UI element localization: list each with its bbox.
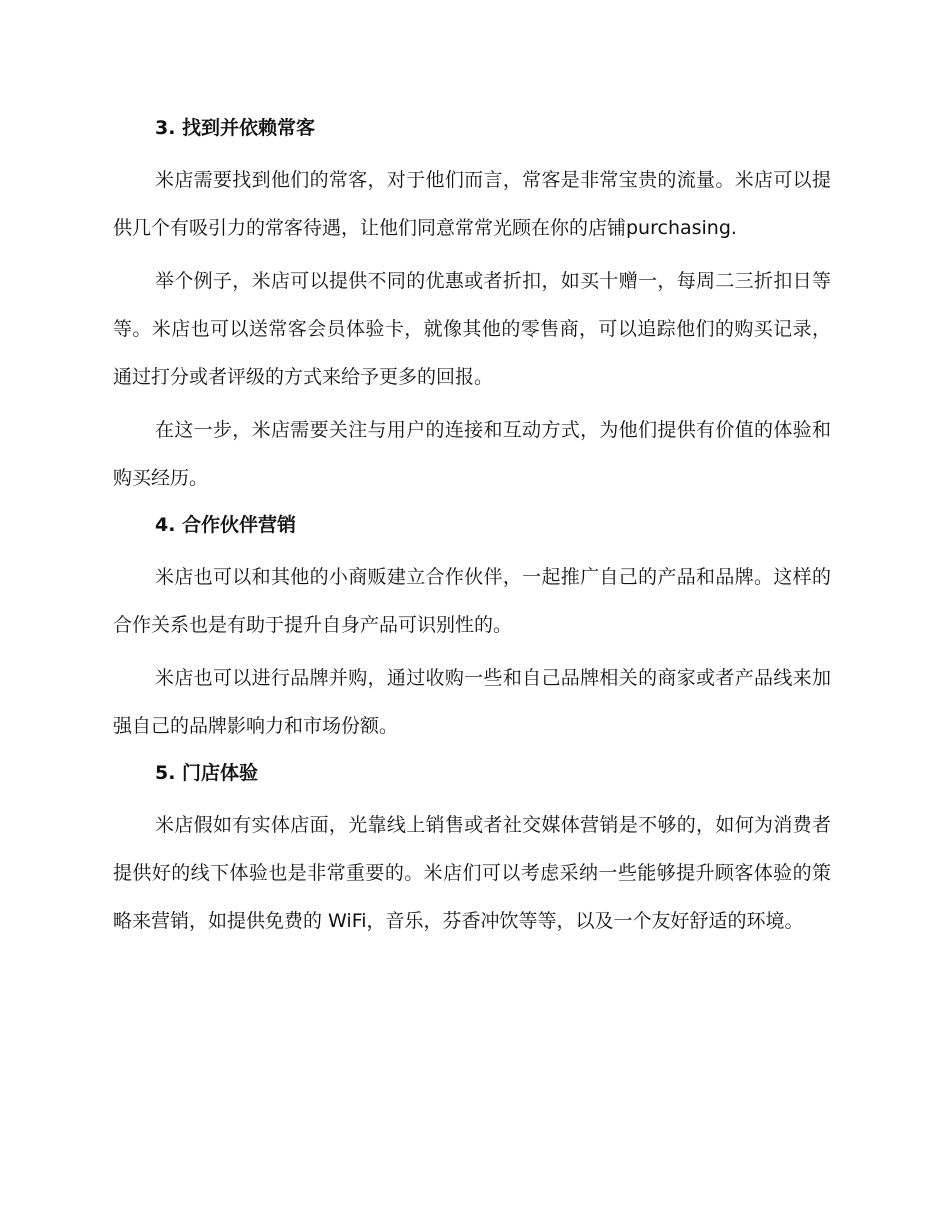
section-5 [113, 755, 831, 945]
document-page [113, 110, 831, 950]
paragraph: 举个例子，米店可以提供不同的优惠或者折扣，如买十赠一，每周二三折扣日等等。米店也可以送常客会员体验卡，就像其他的零售商，可以追踪他们的购买记录，通过打分或者评级的方式来给予更多的回报。 [113, 270, 831, 388]
section-3 [113, 110, 831, 502]
section-4 [113, 507, 831, 750]
section-heading: 5. 门店体验 [155, 762, 259, 784]
paragraph: 米店也可以和其他的小商贩建立合作伙伴，一起推广自己的产品和品牌。这样的合作关系也是有助于提升自身产品可识别性的。 [113, 566, 831, 636]
paragraph: 米店需要找到他们的常客，对于他们而言，常客是非常宝贵的流量。米店可以提供几个有吸引力的常客待遇，让他们同意常常光顾在你的店铺purchasing. [113, 169, 831, 239]
paragraph: 在这一步，米店需要关注与用户的连接和互动方式，为他们提供有价值的体验和购买经历。 [113, 419, 831, 489]
paragraph: 米店也可以进行品牌并购，通过收购一些和自己品牌相关的商家或者产品线来加强自己的品牌影响力和市场份额。 [113, 667, 831, 737]
paragraph: 米店假如有实体店面，光靠线上销售或者社交媒体营销是不够的，如何为消费者提供好的线下体验也是非常重要的。米店们可以考虑采纳一些能够提升顾客体验的策略来营销，如提供免费的 WiFi，音乐，芬香冲饮等等，以及一个友好舒适的环境。 [113, 814, 831, 932]
section-heading: 3. 找到并依赖常客 [155, 117, 316, 139]
section-heading: 4. 合作伙伴营销 [155, 514, 297, 536]
